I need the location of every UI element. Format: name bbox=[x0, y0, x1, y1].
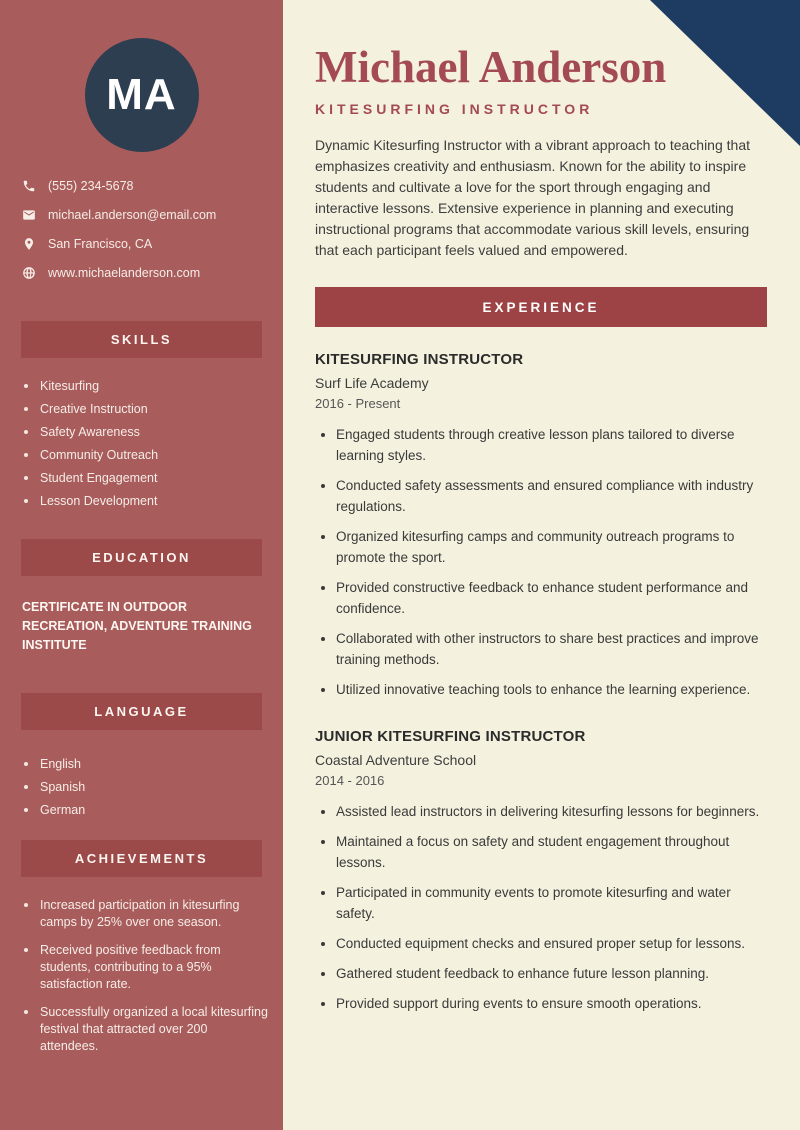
job-bullet: • Gathered student feedback to enhance future lesson planning. bbox=[336, 963, 770, 984]
experience-header-label: EXPERIENCE bbox=[482, 299, 600, 315]
job-bullet-list bbox=[315, 801, 770, 1014]
contact-email bbox=[22, 207, 265, 223]
job-entry bbox=[315, 728, 770, 1014]
skill-item bbox=[24, 447, 269, 463]
bullet-dot bbox=[24, 785, 28, 789]
skill-label: Student Engagement bbox=[40, 471, 158, 485]
job-entry bbox=[315, 351, 770, 700]
bullet-dot bbox=[24, 476, 28, 480]
phone-icon bbox=[22, 179, 36, 193]
language-section-header bbox=[21, 693, 262, 730]
achievements-section-header bbox=[21, 840, 262, 877]
bullet-dot bbox=[24, 453, 28, 457]
skill-item bbox=[24, 493, 269, 509]
achievement-text: Received positive feedback from students, contributing to a 95% satisfaction rate. bbox=[40, 943, 221, 991]
skill-label: Lesson Development bbox=[40, 494, 158, 508]
skill-item bbox=[24, 470, 269, 486]
location-pin-icon bbox=[22, 237, 36, 251]
job-title: JUNIOR KITESURFING INSTRUCTOR bbox=[315, 728, 586, 745]
contact-website bbox=[22, 265, 265, 281]
bullet-dot bbox=[24, 499, 28, 503]
skill-item bbox=[24, 378, 269, 394]
education-section-header bbox=[21, 539, 262, 576]
skill-label: Community Outreach bbox=[40, 448, 159, 462]
bullet-dot bbox=[24, 762, 28, 766]
job-dates: 2016 - Present bbox=[315, 396, 401, 411]
bullet-dot bbox=[24, 903, 28, 907]
job-bullet: • Assisted lead instructors in delivering kitesurfing lessons for beginners. bbox=[336, 801, 770, 822]
job-bullet: • Organized kitesurfing camps and community outreach programs to promote the sport. bbox=[336, 526, 770, 568]
bullet-dot bbox=[24, 430, 28, 434]
education-header-label: EDUCATION bbox=[92, 550, 191, 565]
sidebar bbox=[0, 0, 283, 1130]
skill-item bbox=[24, 401, 269, 417]
job-bullet: • Conducted safety assessments and ensured compliance with industry regulations. bbox=[336, 475, 770, 517]
achievements-header-label: ACHIEVEMENTS bbox=[74, 851, 209, 866]
contact-phone-text: (555) 234-5678 bbox=[48, 179, 134, 193]
achievement-item bbox=[24, 897, 269, 931]
contact-section bbox=[22, 178, 265, 281]
contact-email-text: michael.anderson@email.com bbox=[48, 208, 217, 222]
globe-icon bbox=[22, 266, 36, 280]
email-icon bbox=[22, 208, 36, 222]
achievement-text: Increased participation in kitesurfing camps by 25% over one season. bbox=[40, 898, 240, 929]
job-dates: 2014 - 2016 bbox=[315, 773, 385, 788]
job-company: Surf Life Academy bbox=[315, 375, 429, 391]
language-header-label: LANGUAGE bbox=[94, 704, 189, 719]
language-label: Spanish bbox=[40, 780, 86, 794]
job-title: KITESURFING INSTRUCTOR bbox=[315, 351, 524, 368]
person-name: Michael Anderson bbox=[315, 42, 667, 92]
contact-location-text: San Francisco, CA bbox=[48, 237, 153, 251]
language-item bbox=[24, 779, 269, 795]
achievements-list bbox=[24, 897, 269, 1055]
language-item bbox=[24, 802, 269, 818]
job-bullet: • Provided constructive feedback to enhance student performance and confidence. bbox=[336, 577, 770, 619]
summary-text: Dynamic Kitesurfing Instructor with a vibrant approach to teaching that emphasizes creativity and enthusiasm. Known for the ability to inspire students and cultivate a love for the sport through engaging and interactive lessons. Extensive experience in planning and executing instructional programs that accommodate various skill levels, ensuring that each participant feels valued and empowered. bbox=[315, 137, 750, 258]
person-role: KITESURFING INSTRUCTOR bbox=[315, 101, 594, 117]
job-company: Coastal Adventure School bbox=[315, 752, 477, 768]
job-bullet: • Conducted equipment checks and ensured proper setup for lessons. bbox=[336, 933, 770, 954]
achievement-item bbox=[24, 1004, 269, 1055]
achievement-text: Successfully organized a local kitesurfing festival that attracted over 200 attendees. bbox=[40, 1005, 268, 1053]
skill-item bbox=[24, 424, 269, 440]
skill-label: Kitesurfing bbox=[40, 379, 100, 393]
avatar-initials: MA bbox=[106, 70, 177, 119]
job-bullet: • Maintained a focus on safety and student engagement throughout lessons. bbox=[336, 831, 770, 873]
bullet-dot bbox=[24, 384, 28, 388]
job-bullet: • Participated in community events to promote kitesurfing and water safety. bbox=[336, 882, 770, 924]
achievement-item bbox=[24, 942, 269, 993]
bullet-dot bbox=[24, 1010, 28, 1014]
bullet-dot bbox=[24, 948, 28, 952]
skill-label: Safety Awareness bbox=[40, 425, 140, 439]
main-content bbox=[283, 0, 800, 1130]
language-label: German bbox=[40, 803, 86, 817]
job-bullet: • Collaborated with other instructors to share best practices and improve training methods. bbox=[336, 628, 770, 670]
language-list bbox=[24, 756, 269, 818]
contact-location bbox=[22, 236, 265, 252]
job-bullet: • Utilized innovative teaching tools to enhance the learning experience. bbox=[336, 679, 770, 700]
avatar bbox=[85, 38, 199, 152]
language-label: English bbox=[40, 757, 81, 771]
experience-section-header bbox=[315, 287, 767, 327]
contact-phone bbox=[22, 178, 265, 194]
skills-header-label: SKILLS bbox=[110, 332, 173, 347]
skills-list bbox=[24, 378, 269, 509]
language-item bbox=[24, 756, 269, 772]
education-degree: CERTIFICATE IN OUTDOOR RECREATION, ADVENTURE TRAINING INSTITUTE bbox=[22, 600, 252, 652]
skills-section-header bbox=[21, 321, 262, 358]
skill-label: Creative Instruction bbox=[40, 402, 148, 416]
job-bullet: • Provided support during events to ensure smooth operations. bbox=[336, 993, 770, 1014]
bullet-dot bbox=[24, 407, 28, 411]
bullet-dot bbox=[24, 808, 28, 812]
contact-website-text: www.michaelanderson.com bbox=[48, 266, 201, 280]
job-bullet: • Engaged students through creative lesson plans tailored to diverse learning styles. bbox=[336, 424, 770, 466]
job-bullet-list bbox=[315, 424, 770, 700]
